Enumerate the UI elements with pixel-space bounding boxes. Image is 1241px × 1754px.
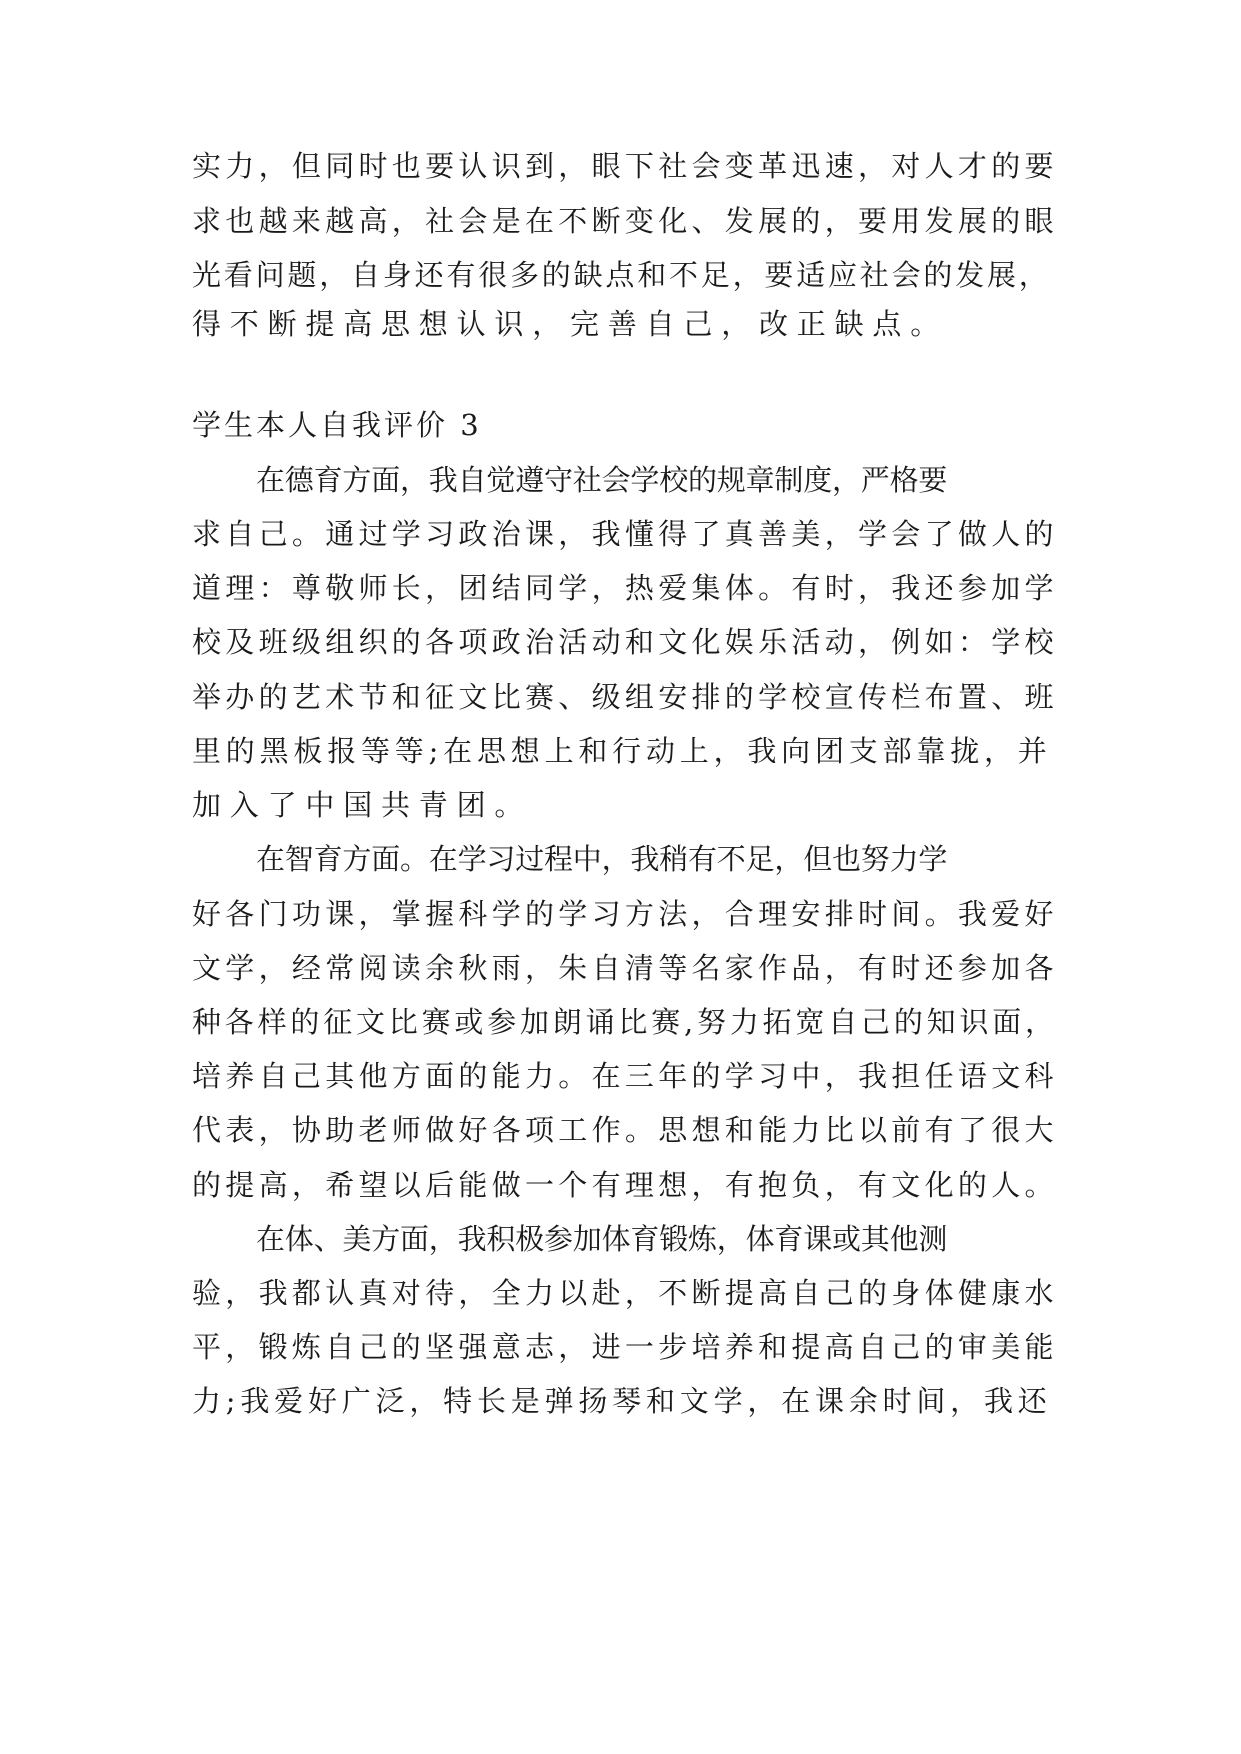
text-line: 在德育方面，我自觉遵守社会学校的规章制度，严格要 <box>256 463 948 497</box>
text-line: 平，锻炼自己的坚强意志，进一步培养和提高自己的审美能 <box>192 1330 1058 1364</box>
text-line: 得不断提高思想认识，完善自己，改正缺点。 <box>192 307 949 341</box>
text-line: 力;我爱好广泛，特长是弹扬琴和文学，在课余时间，我还 <box>192 1384 1052 1418</box>
text-line: 里的黑板报等等;在思想上和行动上，我向团支部靠拢，并 <box>192 734 1052 768</box>
text-line: 实力，但同时也要认识到，眼下社会变革迅速，对人才的要 <box>192 149 1058 183</box>
text-line: 光看问题，自身还有很多的缺点和不足，要适应社会的发展， <box>192 258 1051 292</box>
text-line: 求也越来越高，社会是在不断变化、发展的，要用发展的眼 <box>192 204 1058 238</box>
text-line: 加入了中国共青团。 <box>192 788 533 822</box>
section-title: 学生本人自我评价 3 <box>192 408 482 442</box>
text-line: 培养自己其他方面的能力。在三年的学习中，我担任语文科 <box>192 1059 1058 1093</box>
text-line: 种各样的征文比赛或参加朗诵比赛,努力拓宽自己的知识面， <box>192 1005 1058 1039</box>
text-line: 的提高，希望以后能做一个有理想，有抱负，有文化的人。 <box>192 1168 1058 1202</box>
text-line: 验，我都认真对待，全力以赴，不断提高自己的身体健康水 <box>192 1276 1058 1310</box>
text-line: 在智育方面。在学习过程中，我稍有不足，但也努力学 <box>256 842 948 876</box>
text-line: 道理：尊敬师长，团结同学，热爱集体。有时，我还参加学 <box>192 571 1058 605</box>
text-line: 在体、美方面，我积极参加体育锻炼，体育课或其他测 <box>256 1222 948 1256</box>
text-line: 代表，协助老师做好各项工作。思想和能力比以前有了很大 <box>192 1113 1058 1147</box>
text-line: 求自己。通过学习政治课，我懂得了真善美，学会了做人的 <box>192 517 1058 551</box>
text-line: 好各门功课，掌握科学的学习方法，合理安排时间。我爱好 <box>192 897 1058 931</box>
text-line: 文学，经常阅读余秋雨，朱自清等名家作品，有时还参加各 <box>192 951 1058 985</box>
text-line: 举办的艺术节和征文比赛、级组安排的学校宣传栏布置、班 <box>192 680 1058 714</box>
text-line: 校及班级组织的各项政治活动和文化娱乐活动，例如：学校 <box>192 625 1058 659</box>
